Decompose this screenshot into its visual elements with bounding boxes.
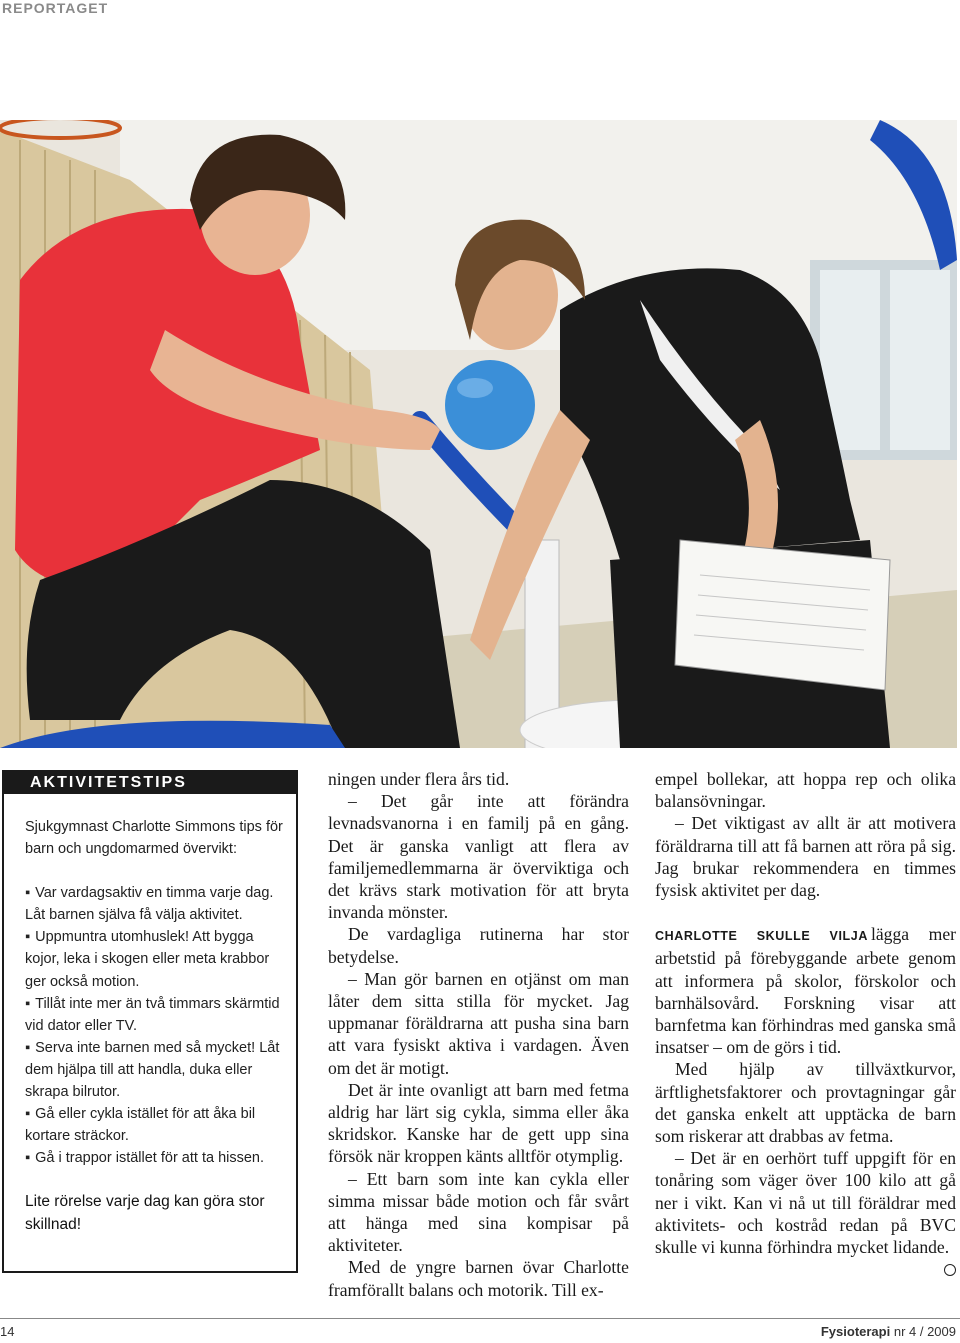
tips-box [2, 770, 298, 1273]
photo-illustration [0, 120, 957, 748]
bullet-icon: ▪ [25, 1106, 31, 1123]
paragraph: – Det går inte att förändra levnadsvanorna i en familj på en gång. Det är ganska vanligt att flera av familjemedlemmarna är överviktiga och det krävs stark motivation för att bryta invanda mönster. [328, 791, 629, 923]
lead-in-text: lägga mer arbetstid på förebyggande arbete genom att informera på skolor, förskolor och barnhälsovård. Forskning visar att barnfetma kan förhindras med ganska små insatser – om de görs i tid. [655, 924, 956, 1058]
bullet-icon: ▪ [25, 1150, 31, 1167]
list-item-text: Var vardagsaktiv en timma varje dag. Låt barnen själva få välja aktivitet. [25, 885, 274, 924]
list-item-text: Tillåt inte mer än två timmars skärmtid vid dator eller TV. [25, 995, 280, 1034]
paragraph: – Man gör barnen en otjänst om man låter dem sitta stilla för mycket. Jag uppmanar föräldrarna att pusha sina barn att vara fysiskt aktiva i vardagen. Även om det är motigt. [328, 968, 629, 1078]
article-photo [0, 120, 957, 748]
list-item-text: Gå eller cykla istället för att åka bil kortare sträckor. [25, 1106, 256, 1145]
paragraph: ningen under flera års tid. [328, 769, 510, 789]
tips-body [25, 816, 287, 1251]
bullet-icon: ▪ [25, 1039, 31, 1056]
end-mark-icon [944, 1264, 956, 1276]
list-item-text: Gå i trappor istället för att ta hissen. [35, 1150, 265, 1167]
tips-title: AKTIVITETSTIPS [4, 772, 296, 794]
article-column-1 [328, 768, 629, 1301]
footer-divider [0, 1318, 960, 1319]
paragraph: Med de yngre barnen övar Charlotte framförallt balans och motorik. Till ex- [328, 1257, 629, 1300]
list-item-text: Uppmuntra utomhuslek! Att bygga kojor, leka i skogen eller meta krabbor ger också motion. [25, 929, 270, 990]
list-item [25, 1103, 287, 1147]
list-item [25, 882, 287, 926]
list-item [25, 1147, 287, 1169]
paragraph [655, 923, 956, 1058]
article-column-2 [655, 768, 956, 1276]
paragraph [655, 1147, 956, 1258]
paragraph: Med hjälp av tillväxtkurvor, ärftlighetsfaktorer och provtagningar går det ganska enkelt att upptäcka de barn som riskerar att drabbas av fetma. [655, 1059, 956, 1147]
tips-intro: Sjukgymnast Charlotte Simmons tips för barn och ungdomarmed övervikt: [25, 819, 283, 858]
magazine-name: Fysioterapi [820, 1324, 891, 1339]
magazine-credit [821, 1324, 956, 1339]
list-item [25, 926, 287, 992]
list-item-text: Serva inte barnen med så mycket! Låt dem hjälpa till att handla, duka eller skrapa bilrutor. [25, 1039, 280, 1101]
list-item [25, 993, 287, 1037]
page-number: 14 [0, 1324, 15, 1339]
bullet-icon: ▪ [25, 885, 31, 902]
paragraph-text: – Det är en oerhört tuff uppgift för en tonåring som väger över 100 kilo att gå ner i vikt. Kan vi nå ut till föräldrar med aktivitets- och kostråd redan på BVC skulle vi kunna förhindra mycket lidande. [655, 1148, 956, 1258]
paragraph: – Ett barn som inte kan cykla eller simma missar både motion och får svårt att hänga med sina kompisar på aktiviteter. [328, 1168, 629, 1256]
section-label: REPORTAGET [2, 0, 109, 16]
paragraph: Det är inte ovanligt att barn med fetma aldrig har lärt sig cykla, simma eller åka skridskor. Kanske har de gett upp sina försök när kroppen känts alltför otymplig. [328, 1079, 629, 1167]
list-item [25, 1037, 287, 1103]
bullet-icon: ▪ [25, 929, 31, 946]
bullet-icon: ▪ [25, 995, 31, 1012]
paragraph: empel bollekar, att hoppa rep och olika balansövningar. [655, 769, 956, 812]
paragraph: – Det viktigast av allt är att motivera föräldrarna till att få barnen att röra på sig. Jag brukar rekommendera en timmes fysisk aktivitet per dag. [655, 813, 956, 901]
magazine-issue: nr 4 / 2009 [893, 1324, 956, 1339]
lead-in-caps: CHARLOTTE SKULLE VILJA [655, 929, 868, 944]
tips-list [25, 882, 287, 1169]
tips-footer: Lite rörelse varje dag kan göra stor skillnad! [25, 1193, 265, 1233]
paragraph: De vardagliga rutinerna har stor betydelse. [328, 924, 629, 967]
